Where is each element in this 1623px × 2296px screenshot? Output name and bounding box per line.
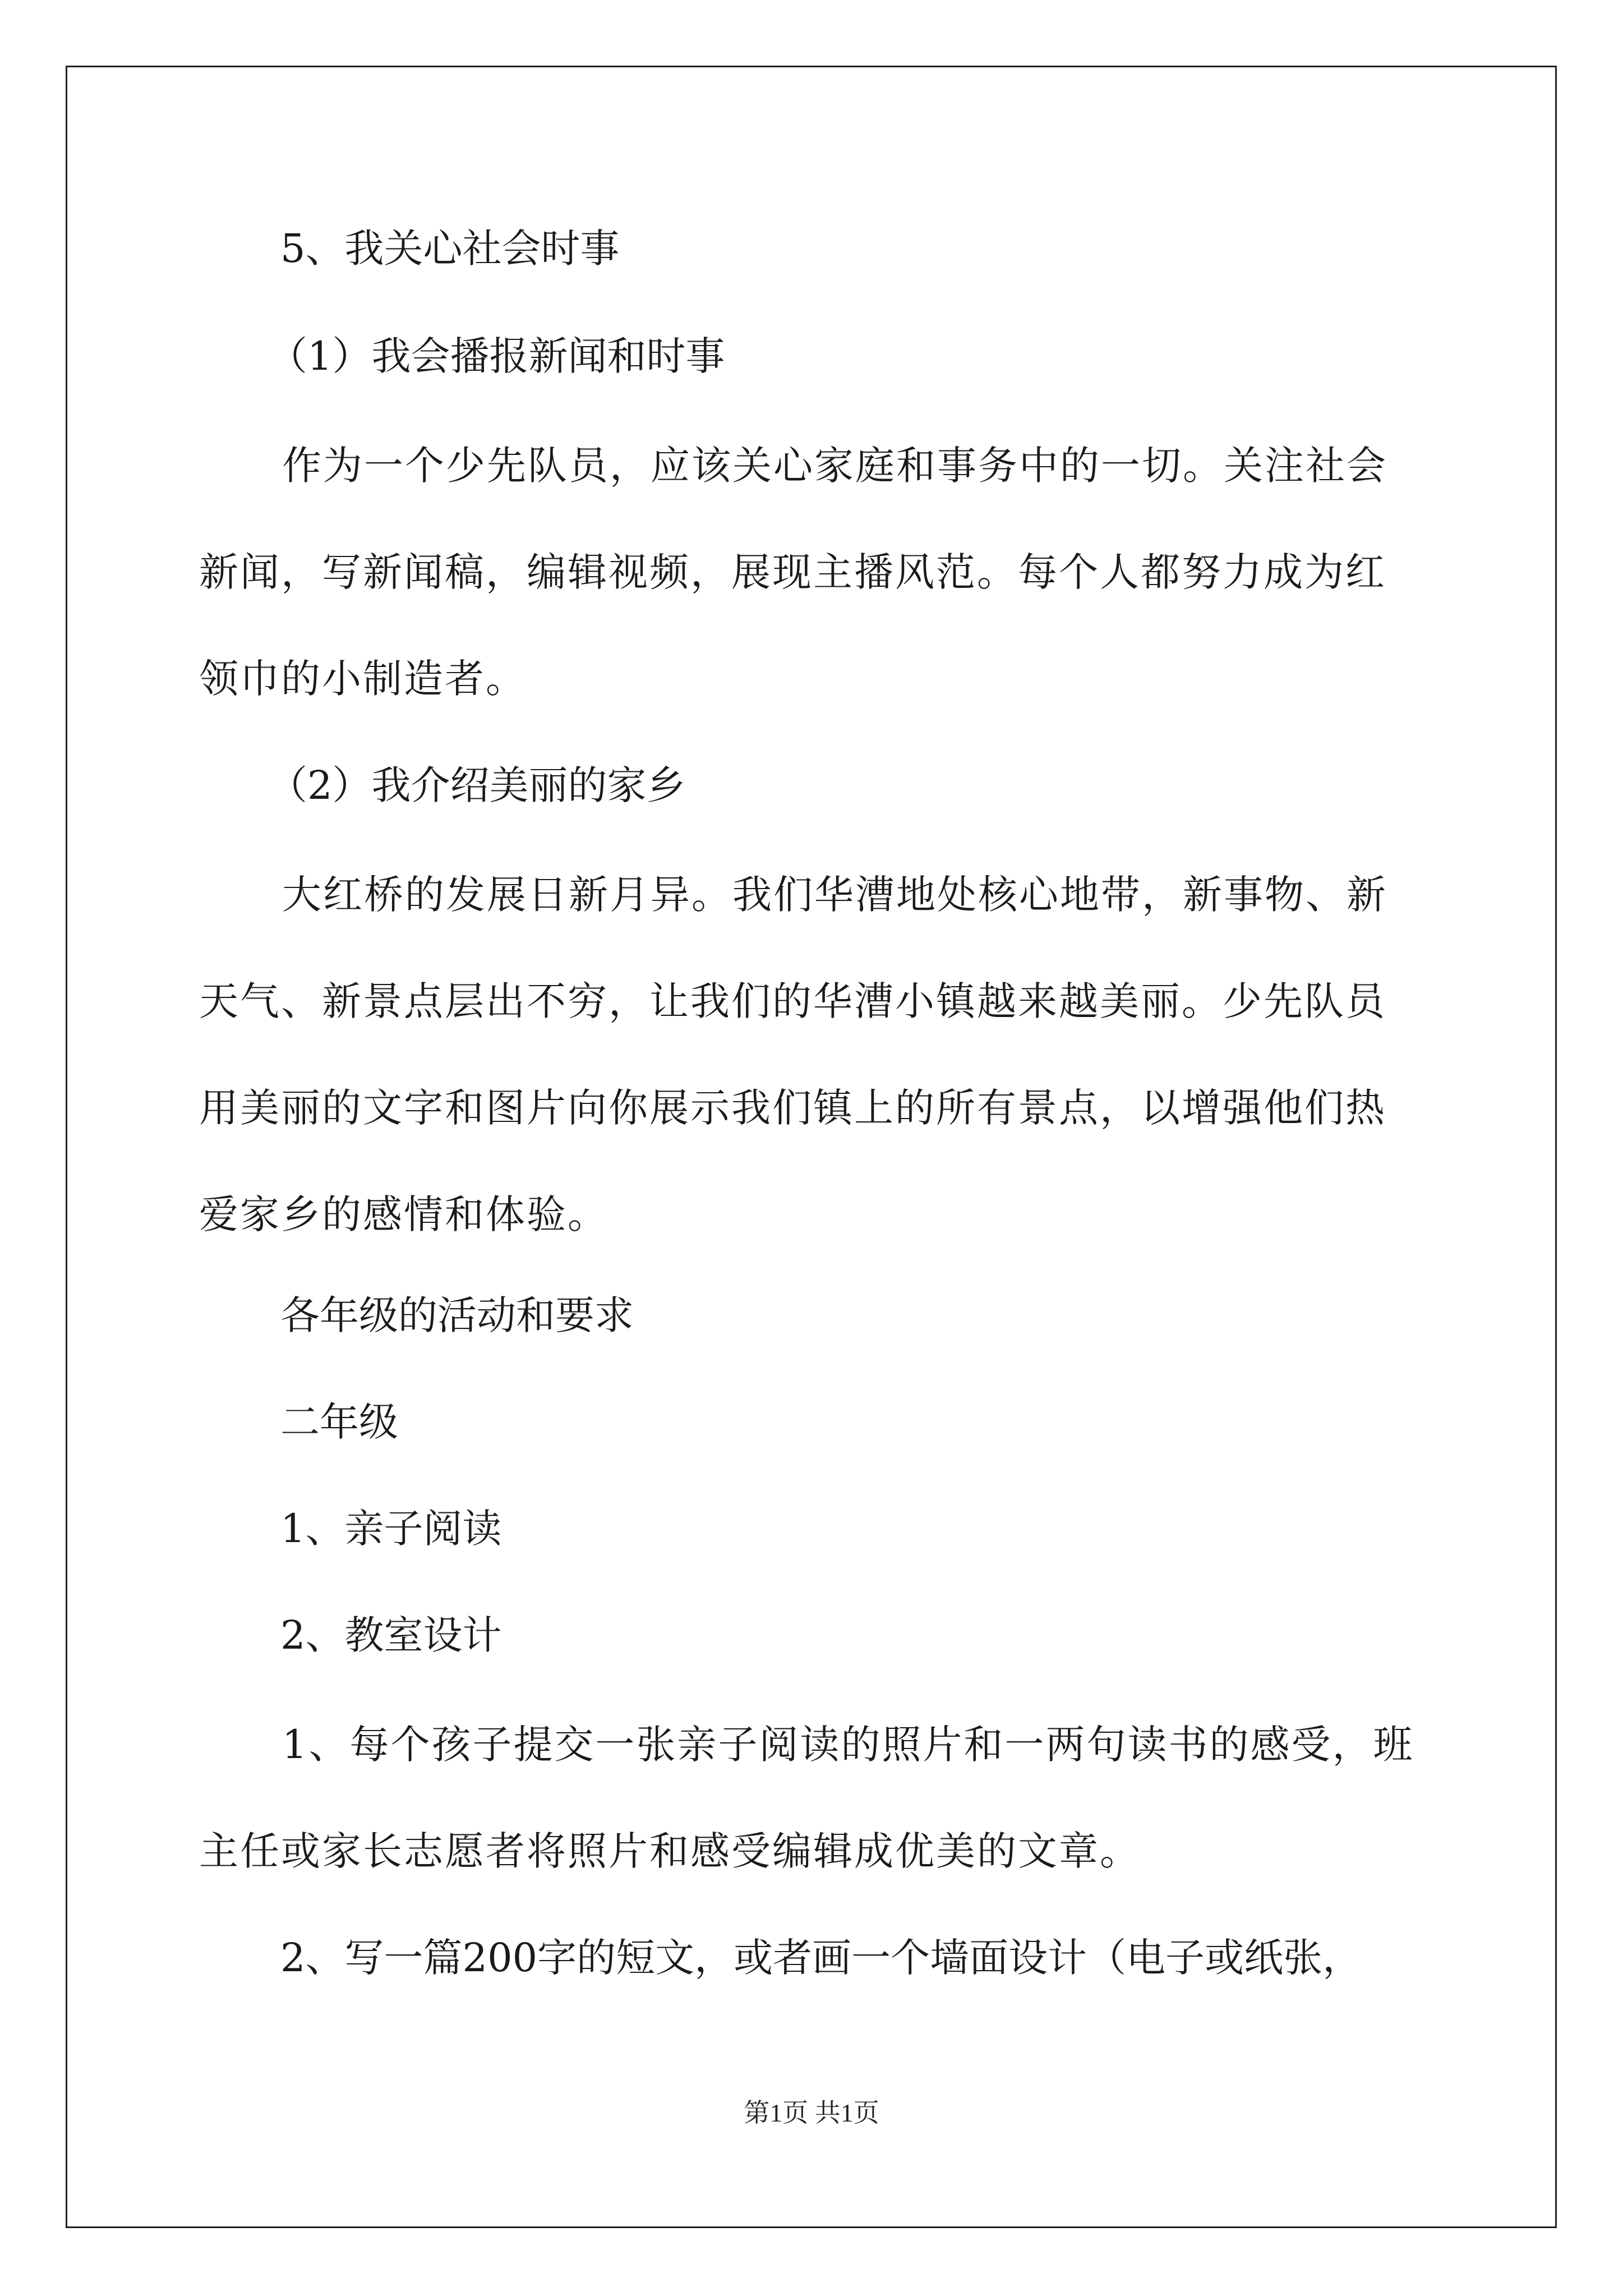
subheading-news: （1）我会播报新闻和时事 — [268, 333, 725, 379]
heading-grade-activities: 各年级的活动和要求 — [280, 1292, 634, 1338]
subheading-hometown: （2）我介绍美丽的家乡 — [268, 762, 686, 808]
paragraph-requirement-1: 1、每个孩子提交一张亲子阅读的照片和一两句读书的感受，班主任或家长志愿者将照片和感受编辑成优美的文章。 — [199, 1722, 1414, 1874]
page-number: 第1页 共1页 — [744, 2099, 879, 2127]
heading-current-affairs: 5、我关心社会时事 — [280, 226, 620, 272]
paragraph-news: 作为一个少先队员，应该关心家庭和事务中的一切。关注社会新闻，写新闻稿，编辑视频，展现主播风范。每个人都努力成为红领巾的小制造者。 — [199, 443, 1387, 702]
list-item-reading: 1、亲子阅读 — [280, 1506, 502, 1552]
list-item-classroom: 2、教室设计 — [280, 1612, 502, 1658]
paragraph-hometown: 大红桥的发展日新月异。我们华漕地处核心地带，新事物、新天气、新景点层出不穷，让我们的华漕小镇越来越美丽。少先队员用美丽的文字和图片向你展示我们镇上的所有景点，以增强他们热爱家乡的感情和体验。 — [199, 872, 1387, 1237]
heading-grade-two: 二年级 — [280, 1399, 398, 1445]
paragraph-requirement-2: 2、写一篇200字的短文，或者画一个墙面设计（电子或纸张， — [280, 1935, 1362, 1981]
